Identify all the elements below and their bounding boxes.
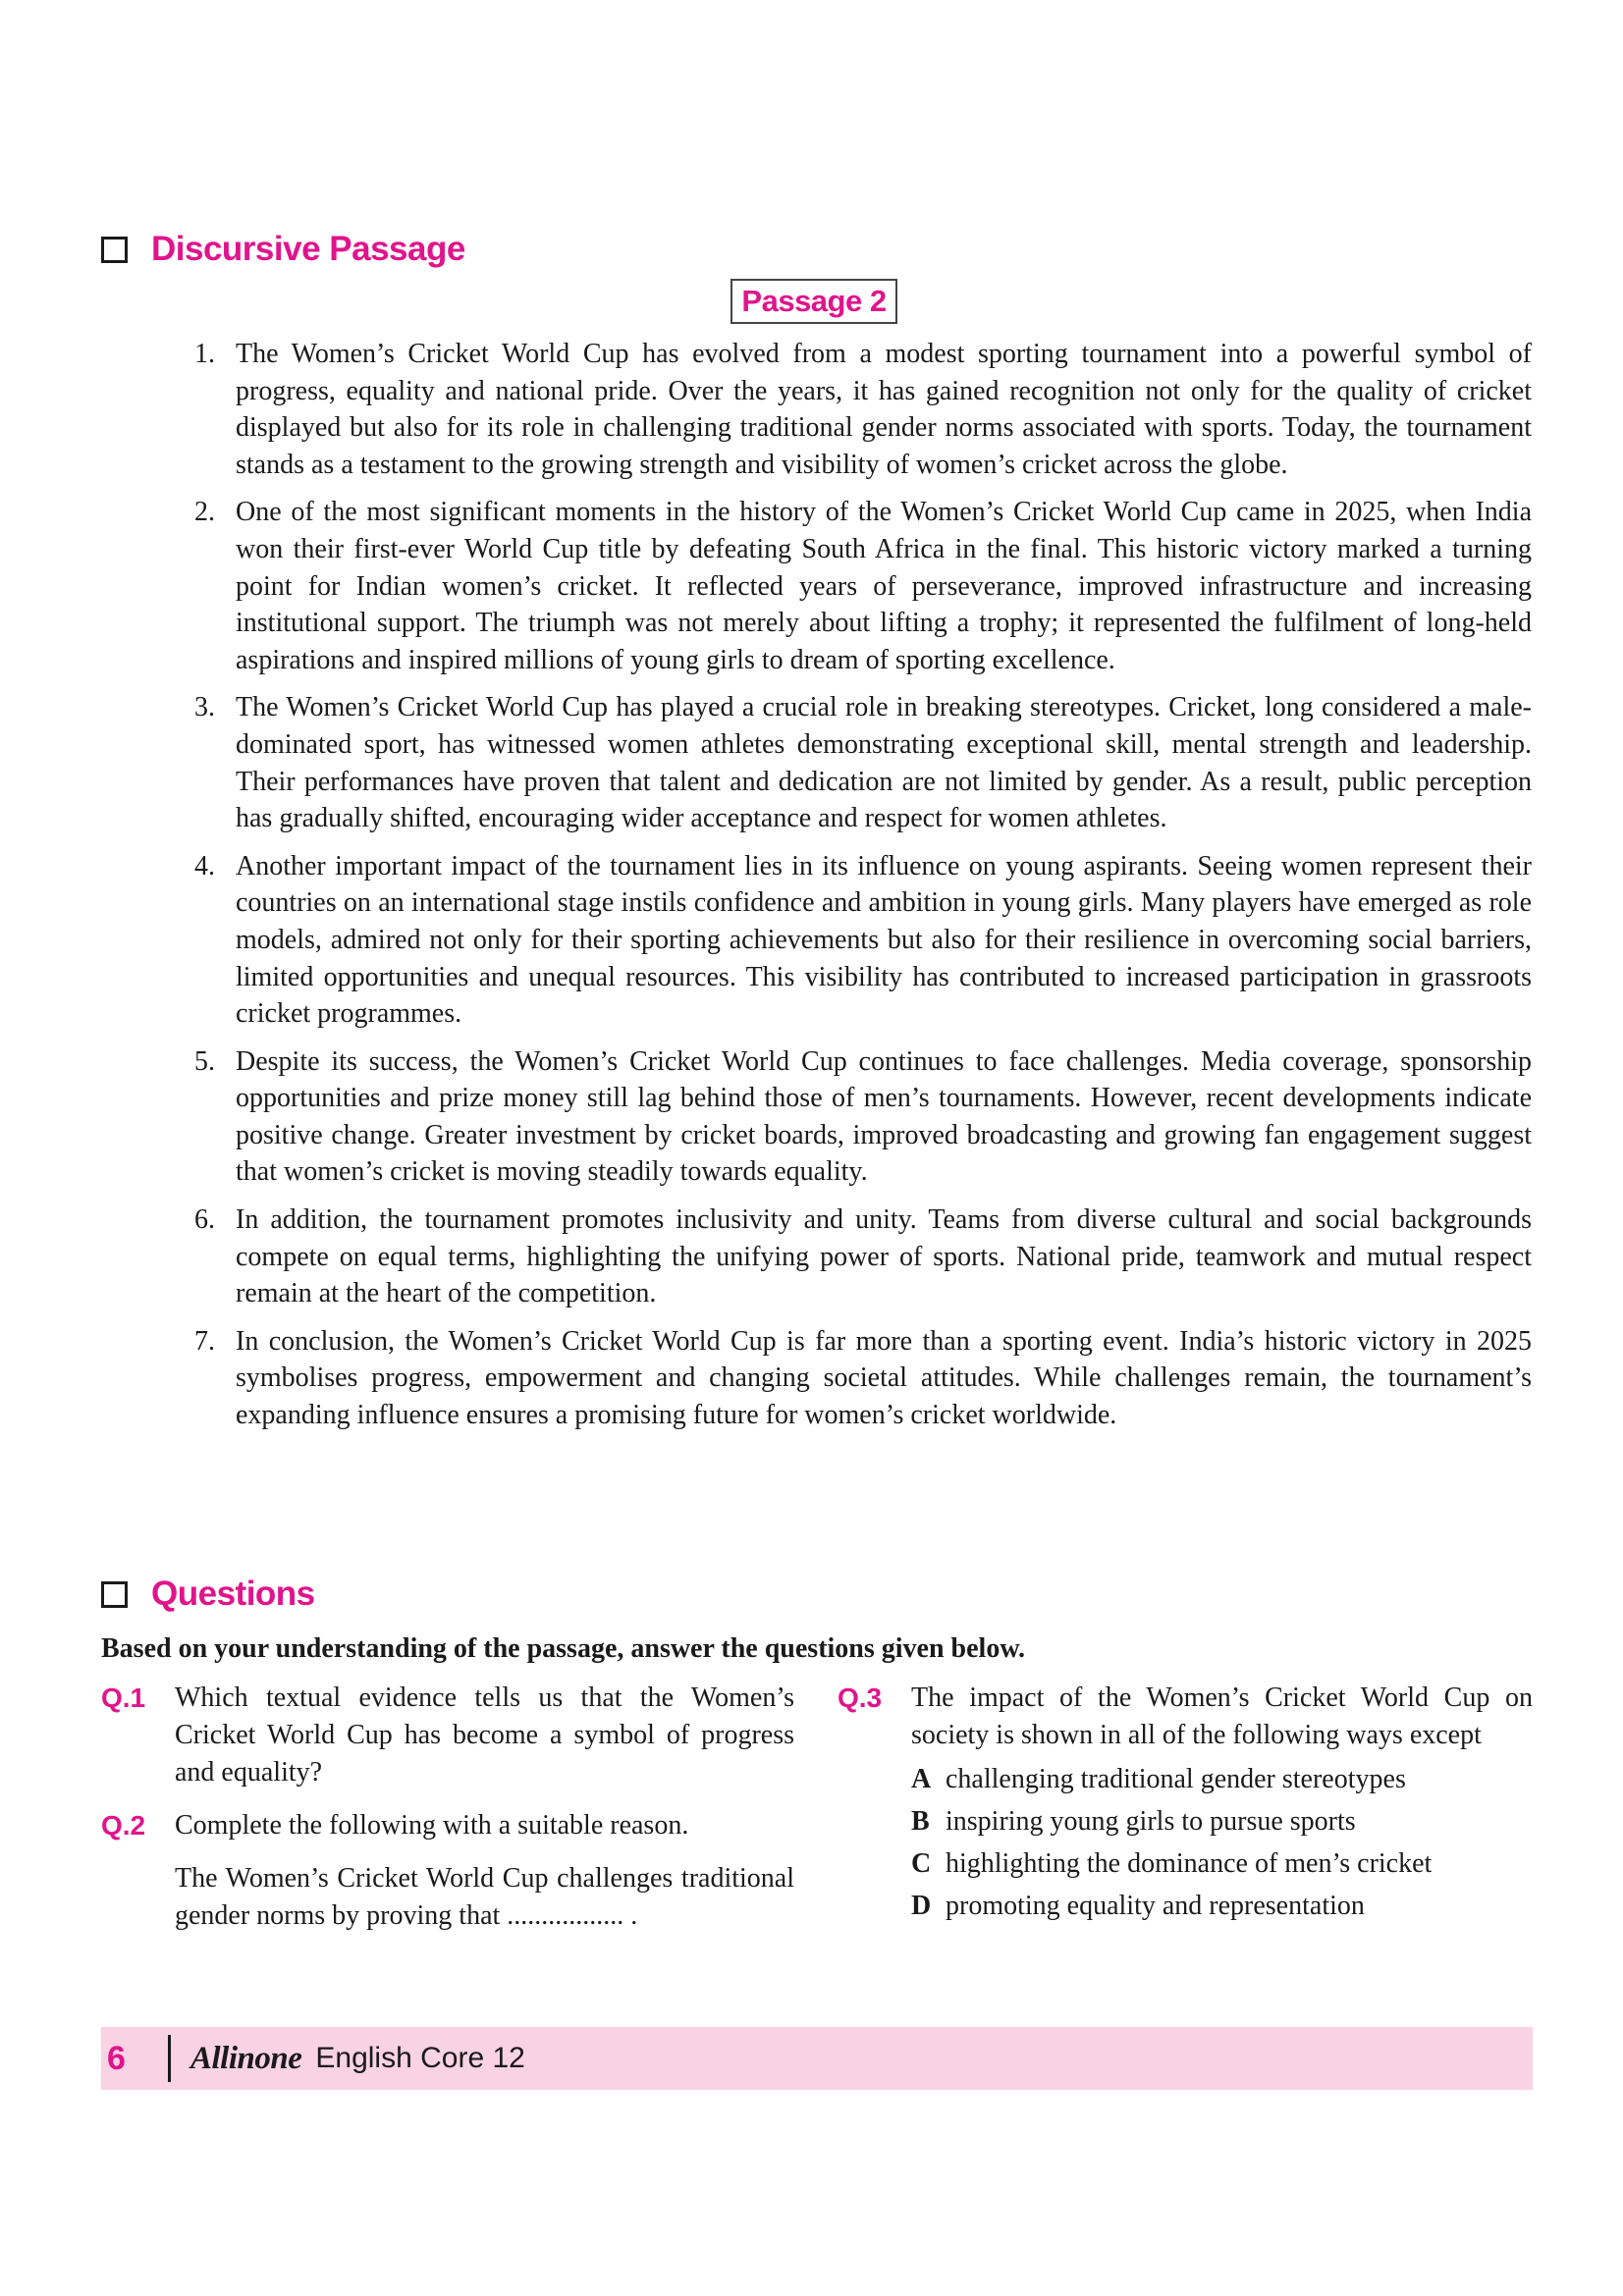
answer-options xyxy=(838,1758,1533,1927)
passage-paragraph xyxy=(185,1043,1532,1191)
question-3 xyxy=(838,1680,1533,1754)
footer-divider xyxy=(168,2035,171,2082)
section-title: Questions xyxy=(151,1575,315,1613)
paragraph-text: The Women’s Cricket World Cup has played a crucial role in breaking stereotypes. Cricket, long considered a male-dominated sport, has witnessed women athletes demonstrating exceptional skill, mental strength and leadership. Their performances have proven that talent and dedication are not limited by gender. As a result, public perception has gradually shifted, encouraging wider acceptance and respect for women athletes. xyxy=(236,692,1532,834)
paragraph-text: One of the most significant moments in the history of the Women’s Cricket World Cup came in 2025, when India won their first-ever World Cup title by defeating South Africa in the final. This historic victory marked a turning point for Indian women’s cricket. It reflected years of perseverance, improved infrastructure and increasing institutional support. The triumph was not merely about lifting a trophy; it represented the fulfilment of long-held aspirations and inspired millions of young girls to dream of sporting excellence. xyxy=(236,497,1532,675)
paragraph-number: 4. xyxy=(194,850,215,881)
paragraph-text: Another important impact of the tournament lies in its influence on young aspirants. Seeing women represent their countries on an international stage instils confidence and ambition in young girls. Many players have emerged as role models, admired not only for their sporting achievements but also for their resilience in overcoming social barriers, limited opportunities and unequal resources. This visibility has contributed to increased participation in grassroots cricket programmes. xyxy=(236,850,1532,1030)
brand-logo: Allinone xyxy=(190,2040,302,2076)
question-1 xyxy=(101,1680,794,1791)
paragraph-number: 5. xyxy=(194,1045,215,1077)
option-c xyxy=(911,1842,1533,1885)
option-letter: A xyxy=(911,1764,932,1794)
book-title: English Core 12 xyxy=(315,2042,525,2074)
question-2-prompt: The Women’s Cricket World Cup challenges traditional gender norms by proving that ................. . xyxy=(175,1863,794,1931)
option-text: highlighting the dominance of men’s cricket xyxy=(946,1848,1433,1879)
option-letter: B xyxy=(911,1806,930,1837)
page-footer xyxy=(101,2027,1533,2090)
section-header-passage xyxy=(101,230,465,269)
passage-paragraph xyxy=(185,1323,1532,1434)
question-number: Q.2 xyxy=(101,1810,146,1841)
passage-label-text: Passage 2 xyxy=(741,284,887,318)
passage-paragraph xyxy=(185,689,1532,836)
option-text: challenging traditional gender stereotypes xyxy=(946,1764,1406,1794)
option-a xyxy=(911,1758,1533,1800)
question-text: The impact of the Women’s Cricket World Cup on society is shown in all of the following ways except xyxy=(911,1682,1533,1750)
questions-instruction: Based on your understanding of the passage, answer the questions given below. xyxy=(101,1633,1026,1664)
paragraph-number: 2. xyxy=(194,497,215,528)
question-text: Complete the following with a suitable reason. xyxy=(175,1810,689,1841)
paragraph-text: The Women’s Cricket World Cup has evolved from a modest sporting tournament into a powerful symbol of progress, equality and national pride. Over the years, it has gained recognition not only for the quality of cricket displayed but also for its role in challenging traditional gender norms associated with sports. Today, the tournament stands as a testament to the growing strength and visibility of women’s cricket across the globe. xyxy=(236,339,1532,480)
paragraph-number: 6. xyxy=(194,1204,215,1236)
passage-paragraph xyxy=(185,848,1532,1033)
questions-right-column xyxy=(838,1680,1533,1927)
paragraph-text: In addition, the tournament promotes inclusivity and unity. Teams from diverse cultural and social backgrounds compete on equal terms, highlighting the unifying power of sports. National pride, teamwork and mutual respect remain at the heart of the competition. xyxy=(236,1204,1532,1309)
passage-label xyxy=(730,279,897,324)
paragraph-number: 7. xyxy=(194,1325,215,1357)
passage-paragraph xyxy=(185,494,1532,678)
page-number: 6 xyxy=(107,2039,126,2077)
checkbox-icon xyxy=(101,1581,128,1608)
option-b xyxy=(911,1800,1533,1842)
paragraph-text: Despite its success, the Women’s Cricket World Cup continues to face challenges. Media coverage, sponsorship opportunities and prize money still lag behind those of men’s tournaments. However, recent developments indicate positive change. Greater investment by cricket boards, improved broadcasting and growing fan engagement suggest that women’s cricket is moving steadily towards equality. xyxy=(236,1045,1532,1188)
option-letter: D xyxy=(911,1891,932,1921)
paragraph-number: 1. xyxy=(194,339,215,369)
option-text: promoting equality and representation xyxy=(946,1891,1365,1921)
passage-body xyxy=(185,336,1532,1445)
option-d xyxy=(911,1885,1533,1927)
option-text: inspiring young girls to pursue sports xyxy=(946,1806,1356,1837)
option-letter: C xyxy=(911,1848,932,1879)
passage-paragraph xyxy=(185,336,1532,483)
section-header-questions xyxy=(101,1575,315,1614)
question-number: Q.3 xyxy=(838,1682,883,1713)
paragraph-number: 3. xyxy=(194,692,215,723)
question-number: Q.1 xyxy=(101,1682,146,1713)
checkbox-icon xyxy=(101,237,128,263)
section-title: Discursive Passage xyxy=(151,230,465,268)
passage-paragraph xyxy=(185,1201,1532,1312)
question-2 xyxy=(101,1807,794,1844)
question-text: Which textual evidence tells us that the Women’s Cricket World Cup has become a symbol of progress and equality? xyxy=(175,1682,794,1788)
paragraph-text: In conclusion, the Women’s Cricket World Cup is far more than a sporting event. India’s historic victory in 2025 symbolises progress, empowerment and changing societal attitudes. While challenges remain, the tournament’s expanding influence ensures a promising future for women’s cricket worldwide. xyxy=(236,1325,1532,1431)
questions-left-column xyxy=(101,1680,794,1935)
